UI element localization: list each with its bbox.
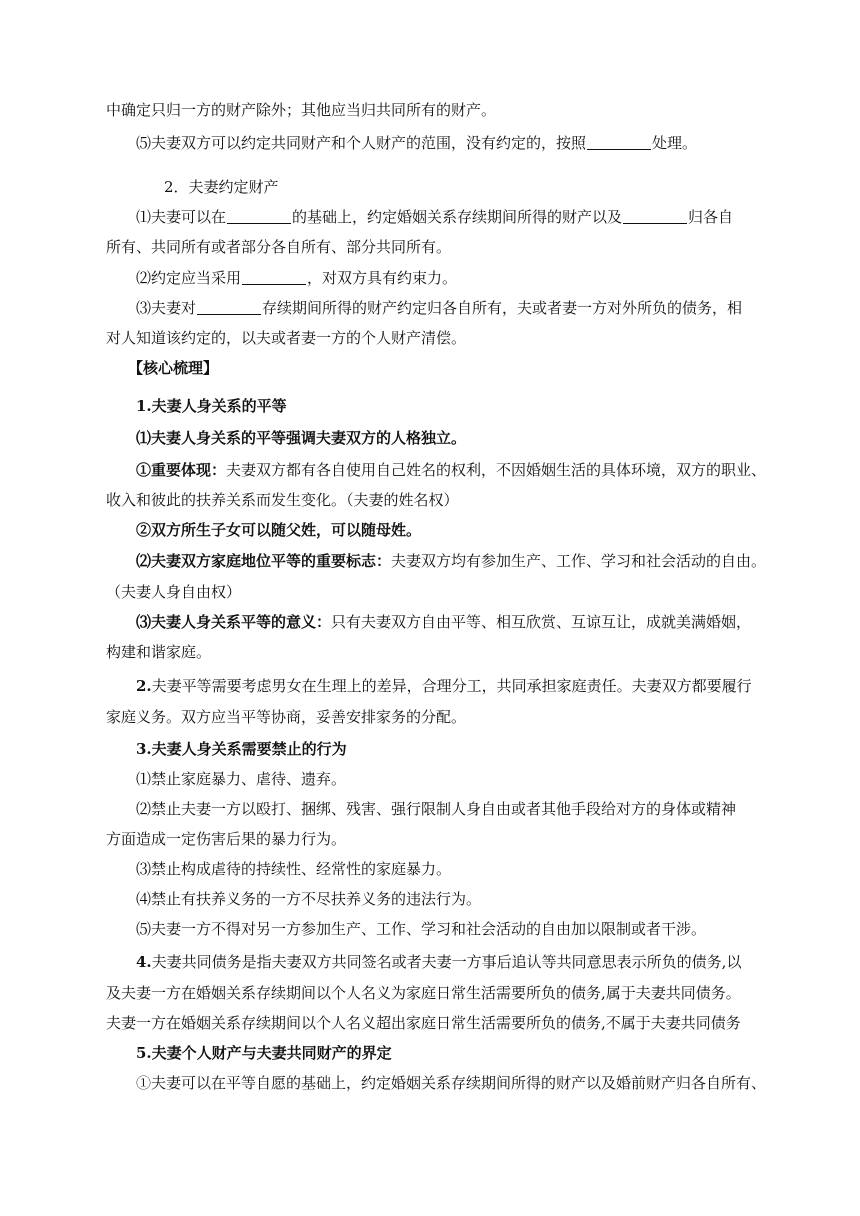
text-line — [136, 268, 457, 288]
text-line — [136, 551, 766, 571]
text-span: ⑵约定应当采用 — [136, 269, 242, 287]
text-span: 夫妻双方都有各自使用自己姓名的权利，不因婚姻生活的具体环境，双方的职业、 — [226, 461, 767, 479]
text-span-bold: ⑶夫妻人身关系平等的意义： — [136, 613, 332, 631]
text-line: ⑵禁止夫妻一方以殴打、捆绑、残害、强行限制人身自由或者其他手段给对方的身体或精神 — [136, 800, 737, 818]
text-span-bold: ⑵夫妻双方家庭地位平等的重要标志： — [136, 552, 392, 570]
text-span: ⑴夫妻可以在 — [136, 208, 227, 226]
text-span: 的基础上，约定婚姻关系存续期间所得的财产以及 — [292, 208, 623, 226]
subheading: 5.夫妻个人财产与夫妻共同财产的界定 — [136, 1044, 392, 1062]
text-span: 只有夫妻双方自由平等、相互欣赏、互谅互让，成就美满婚姻， — [331, 613, 752, 631]
text-line — [136, 612, 751, 632]
text-span: 夫妻平等需要考虑男女在生理上的差异，合理分工，共同承担家庭责任。夫妻双方都要履行 — [151, 677, 752, 695]
text-line: ①夫妻可以在平等自愿的基础上，约定婚姻关系存续期间所得的财产以及婚前财产归各自所有、 — [136, 1074, 767, 1092]
fill-blank — [227, 209, 291, 224]
text-line — [136, 460, 766, 480]
text-line: ⑷禁止有扶养义务的一方不尽扶养义务的违法行为。 — [136, 890, 482, 908]
text-span: ，对双方具有约束力。 — [307, 269, 458, 287]
section-heading: 2．夫妻约定财产 — [164, 178, 279, 196]
text-line: ⑴夫妻人身关系的平等强调夫妻双方的人格独立。 — [136, 429, 467, 447]
text-span: ⑶夫妻对 — [136, 299, 197, 317]
section-heading: 【核心梳理】 — [128, 359, 219, 377]
text-line — [136, 298, 742, 318]
text-line: 对人知道该约定的，以夫或者妻一方的个人财产清偿。 — [106, 329, 467, 347]
text-line — [136, 676, 752, 696]
text-span: ⑸夫妻双方可以约定共同财产和个人财产的范围，没有约定的，按照 — [136, 134, 587, 152]
text-span-bold: 2. — [136, 677, 152, 695]
text-line: 收入和彼此的扶养关系而发生变化。（夫妻的姓名权） — [106, 491, 459, 509]
text-line: ②双方所生子女可以随父姓，可以随母姓。 — [136, 521, 422, 539]
text-line: 所有、共同所有或者部分各自所有、部分共同所有。 — [106, 238, 452, 256]
fill-blank — [587, 135, 651, 150]
text-line: 构建和谐家庭。 — [106, 643, 212, 661]
text-span: 归各自 — [688, 208, 734, 226]
text-line: （夫妻人身自由权） — [106, 583, 242, 601]
text-line: 及夫妻一方在婚姻关系存续期间以个人名义为家庭日常生活需要所负的债务,属于夫妻共同债务。 — [106, 984, 741, 1002]
subheading: 1.夫妻人身关系的平等 — [136, 397, 287, 415]
fill-blank — [197, 300, 261, 315]
text-line: 方面造成一定伤害后果的暴力行为。 — [106, 830, 347, 848]
text-line: ⑶禁止构成虐待的持续性、经常性的家庭暴力。 — [136, 860, 452, 878]
text-span: 存续期间所得的财产约定归各自所有，夫或者妻一方对外所负的债务，相 — [262, 299, 743, 317]
text-span: 夫妻双方均有参加生产、工作、学习和社会活动的自由。 — [391, 552, 767, 570]
text-span-bold: ①重要体现： — [136, 461, 227, 479]
text-line: ⑸夫妻一方不得对另一方参加生产、工作、学习和社会活动的自由加以限制或者干涉。 — [136, 920, 707, 938]
text-line — [136, 207, 733, 227]
subheading: 3.夫妻人身关系需要禁止的行为 — [136, 740, 347, 758]
text-span-bold: 4. — [136, 953, 152, 971]
text-line: 家庭义务。双方应当平等协商，妥善安排家务的分配。 — [106, 708, 467, 726]
text-line: 中确定只归一方的财产除外；其他应当归共同所有的财产。 — [106, 101, 497, 119]
text-line: 夫妻一方在婚姻关系存续期间以个人名义超出家庭日常生活需要所负的债务,不属于夫妻共同债务 — [106, 1014, 741, 1032]
fill-blank — [623, 209, 687, 224]
text-span: 夫妻共同债务是指夫妻双方共同签名或者夫妻一方事后追认等共同意思表示所负的债务,以 — [151, 953, 742, 971]
text-line — [136, 133, 697, 153]
text-line: ⑴禁止家庭暴力、虐待、遗弃。 — [136, 770, 347, 788]
fill-blank — [242, 270, 306, 285]
text-span: 处理。 — [652, 134, 698, 152]
text-line — [136, 952, 741, 972]
